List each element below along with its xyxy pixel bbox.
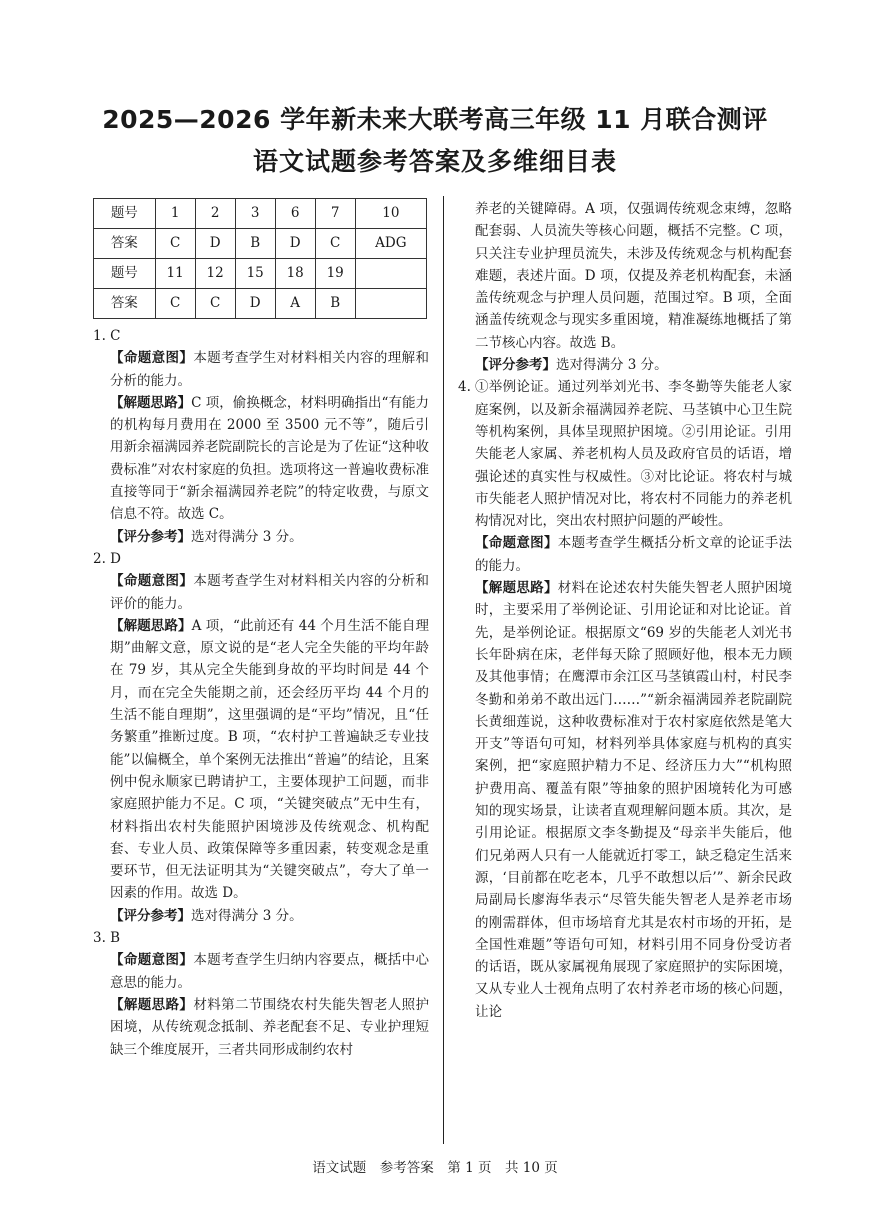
answer-table-cell: B bbox=[235, 229, 275, 259]
answer-table-cell: D bbox=[235, 289, 275, 319]
q2-score: 【评分参考】选对得满分 3 分。 bbox=[110, 907, 303, 924]
right-column bbox=[458, 198, 792, 1023]
answer-table-header-cell: 答案 bbox=[94, 289, 156, 319]
question-4-answer bbox=[458, 376, 792, 532]
q1-score: 【评分参考】选对得满分 3 分。 bbox=[110, 528, 303, 545]
q3-score: 【评分参考】选对得满分 3 分。 bbox=[475, 357, 668, 374]
answer-table-cell: 7 bbox=[315, 199, 355, 229]
q4-answer-text: ①举例论证。通过列举刘光书、李冬勤等失能老人家庭案例，以及新余福满园养老院、马茎镇中心卫生院等机构案例，具体呈现照护困境。②引用论证。引用失能老人家属、养老机构人员及政府官员的话语，增强论述的真实性与权威性。③对比论证。将农村与城市失能老人照护情况对比，将农村不同能力的养老机构情况对比，突出农村照护问题的严峻性。 bbox=[475, 379, 792, 530]
answer-table-row bbox=[94, 199, 427, 229]
left-column bbox=[93, 198, 429, 1061]
intent-tag: 【命题意图】 bbox=[110, 350, 194, 367]
answer-table-cell bbox=[355, 259, 426, 289]
idea-tag: 【解题思路】 bbox=[110, 996, 194, 1013]
q4-idea: 【解题思路】材料在论述农村失能失智老人照护困境时，主要采用了举例论证、引用论证和对比论证。首先，是举例论证。根据原文“69 岁的失能老人刘光书长年卧病在床，老伴每天除了照顾好他，根本无力顾及其他事情；在鹰潭市余江区马茎镇霞山村，村民李冬勤和弟弟不敢出远门……”“新余福满园养老院副院长黄细莲说，这种收费标准对于农村家庭依然是笔大开支”等语句可知，材料列举具体家庭与机构的真实案例，把“家庭照护精力不足、经济压力大”“机构照护费用高、覆盖有限”等抽象的照护困境转化为可感知的现实场景，让读者直观理解问题本质。其次，是引用论证。根据原文李冬勤提及“母亲半失能后，他们兄弟两人只有一人能就近打零工，缺乏稳定生活来源，‘目前都在吃老本，几乎不敢想以后’”、新余民政局副局长廖海华表示“尽管失能失智老人是养老市场的刚需群体，但市场培育尤其是农村市场的开拓，是全国性难题”等语句可知，材料引用不同身份受访者的话语，既从家属视角展现了家庭照护的实际困境，又从专业人士视角点明了农村养老市场的核心问题，让论 bbox=[475, 580, 793, 1020]
answer-table-cell: C bbox=[195, 289, 235, 319]
answer-table-cell: 2 bbox=[195, 199, 235, 229]
answer-table-cell: 18 bbox=[275, 259, 315, 289]
answer-table-cell: C bbox=[155, 229, 195, 259]
question-4-number: 4. bbox=[458, 379, 471, 396]
answer-table-cell bbox=[355, 289, 426, 319]
q1-intent: 【命题意图】本题考查学生对材料相关内容的理解和分析的能力。 bbox=[110, 350, 430, 389]
answer-table bbox=[93, 198, 427, 319]
intent-tag: 【命题意图】 bbox=[110, 952, 194, 969]
page-footer: 语文试题 参考答案 第 1 页 共 10 页 bbox=[312, 1160, 558, 1176]
answer-table-row bbox=[94, 229, 427, 259]
q3-idea: 【解题思路】材料第二节围绕农村失能失智老人照护困境，从传统观念抵制、养老配套不足、专业护理短缺三个维度展开，三者共同形成制约农村 bbox=[110, 996, 430, 1058]
answer-table-row bbox=[94, 289, 427, 319]
answer-table-cell: 11 bbox=[155, 259, 195, 289]
q3-idea-continued: 养老的关键障碍。A 项，仅强调传统观念束缚，忽略配套弱、人员流失等核心问题，概括不完整。C 项，只关注专业护理员流失，未涉及传统观念与机构配套难题，表述片面。D 项，仅提及养老机构配套，未涵盖传统观念与护理人员问题，范围过窄。B 项，全面涵盖传统观念与现实多重困境，精准凝练地概括了第二节核心内容。故选 B。 bbox=[475, 201, 792, 351]
column-divider bbox=[443, 196, 444, 1144]
answer-table-cell: D bbox=[195, 229, 235, 259]
answer-table-cell: 6 bbox=[275, 199, 315, 229]
answer-table-cell: C bbox=[315, 229, 355, 259]
answer-table-cell: 12 bbox=[195, 259, 235, 289]
answer-table-cell: ADG bbox=[355, 229, 426, 259]
answer-table-cell: 15 bbox=[235, 259, 275, 289]
answer-table-cell: 3 bbox=[235, 199, 275, 229]
q2-intent: 【命题意图】本题考查学生对材料相关内容的分析和评价的能力。 bbox=[110, 573, 430, 612]
q3-intent: 【命题意图】本题考查学生归纳内容要点，概括中心意思的能力。 bbox=[110, 952, 430, 991]
intent-tag: 【命题意图】 bbox=[475, 535, 558, 552]
score-tag: 【评分参考】 bbox=[110, 907, 191, 924]
answer-table-cell: 1 bbox=[155, 199, 195, 229]
q2-idea: 【解题思路】A 项，“此前还有 44 个月生活不能自理期”曲解文意，原文说的是“老人完全失能的平均年龄在 79 岁，其从完全失能到身故的平均时间是 44 个月，而在完全失能期之前，还会经历平均 44 个月的生活不能自理期”，这里强调的是“平均”情况，且“任务繁重”推断过度。B 项，“农村护工普遍缺乏专业技能”以偏概全，单个案例无法推出“普遍”的结论，且案例中倪永顺家已聘请护工，主要体现护工问题，而非家庭照护能力不足。C 项，“关键突破点”无中生有，材料指出农村失能照护困境涉及传统观念、机构配套、专业人员、政策保障等多重因素，转变观念是重要环节，但无法证明其为“关键突破点”，夸大了单一因素的作用。故选 D。 bbox=[110, 617, 430, 902]
q4-intent: 【命题意图】本题考查学生概括分析文章的论证手法的能力。 bbox=[475, 535, 793, 574]
score-tag: 【评分参考】 bbox=[475, 357, 556, 374]
answer-table-cell: D bbox=[275, 229, 315, 259]
answer-table-cell: C bbox=[155, 289, 195, 319]
answer-table-cell: 10 bbox=[355, 199, 426, 229]
q1-idea: 【解题思路】C 项，偷换概念，材料明确指出“有能力的机构每月费用在 2000 至 3500 元不等”，随后引用新余福满园养老院副院长的言论是为了佐证“这种收费标准”对农村家庭的负担。选项将这一普遍收费标准直接等同于“新余福满园养老院”的特定收费，与原文信息不符。故选 C。 bbox=[110, 394, 429, 523]
question-3-answer: 3. B bbox=[93, 930, 121, 947]
answer-table-header-cell: 答案 bbox=[94, 229, 156, 259]
answer-table-cell: A bbox=[275, 289, 315, 319]
question-1-answer: 1. C bbox=[93, 328, 121, 344]
answer-table-row bbox=[94, 259, 427, 289]
idea-tag: 【解题思路】 bbox=[475, 580, 558, 597]
intent-tag: 【命题意图】 bbox=[110, 573, 194, 590]
idea-tag: 【解题思路】 bbox=[110, 394, 192, 411]
idea-tag: 【解题思路】 bbox=[110, 617, 192, 634]
answer-table-cell: B bbox=[315, 289, 355, 319]
answer-table-cell: 19 bbox=[315, 259, 355, 289]
answer-table-header-cell: 题号 bbox=[94, 259, 156, 289]
page-subtitle: 语文试题参考答案及多维细目表 bbox=[252, 147, 617, 176]
score-tag: 【评分参考】 bbox=[110, 528, 191, 545]
page-title: 2025—2026 学年新未来大联考高三年级 11 月联合测评 bbox=[102, 105, 768, 134]
question-2-answer: 2. D bbox=[93, 550, 121, 567]
answer-table-header-cell: 题号 bbox=[94, 199, 156, 229]
